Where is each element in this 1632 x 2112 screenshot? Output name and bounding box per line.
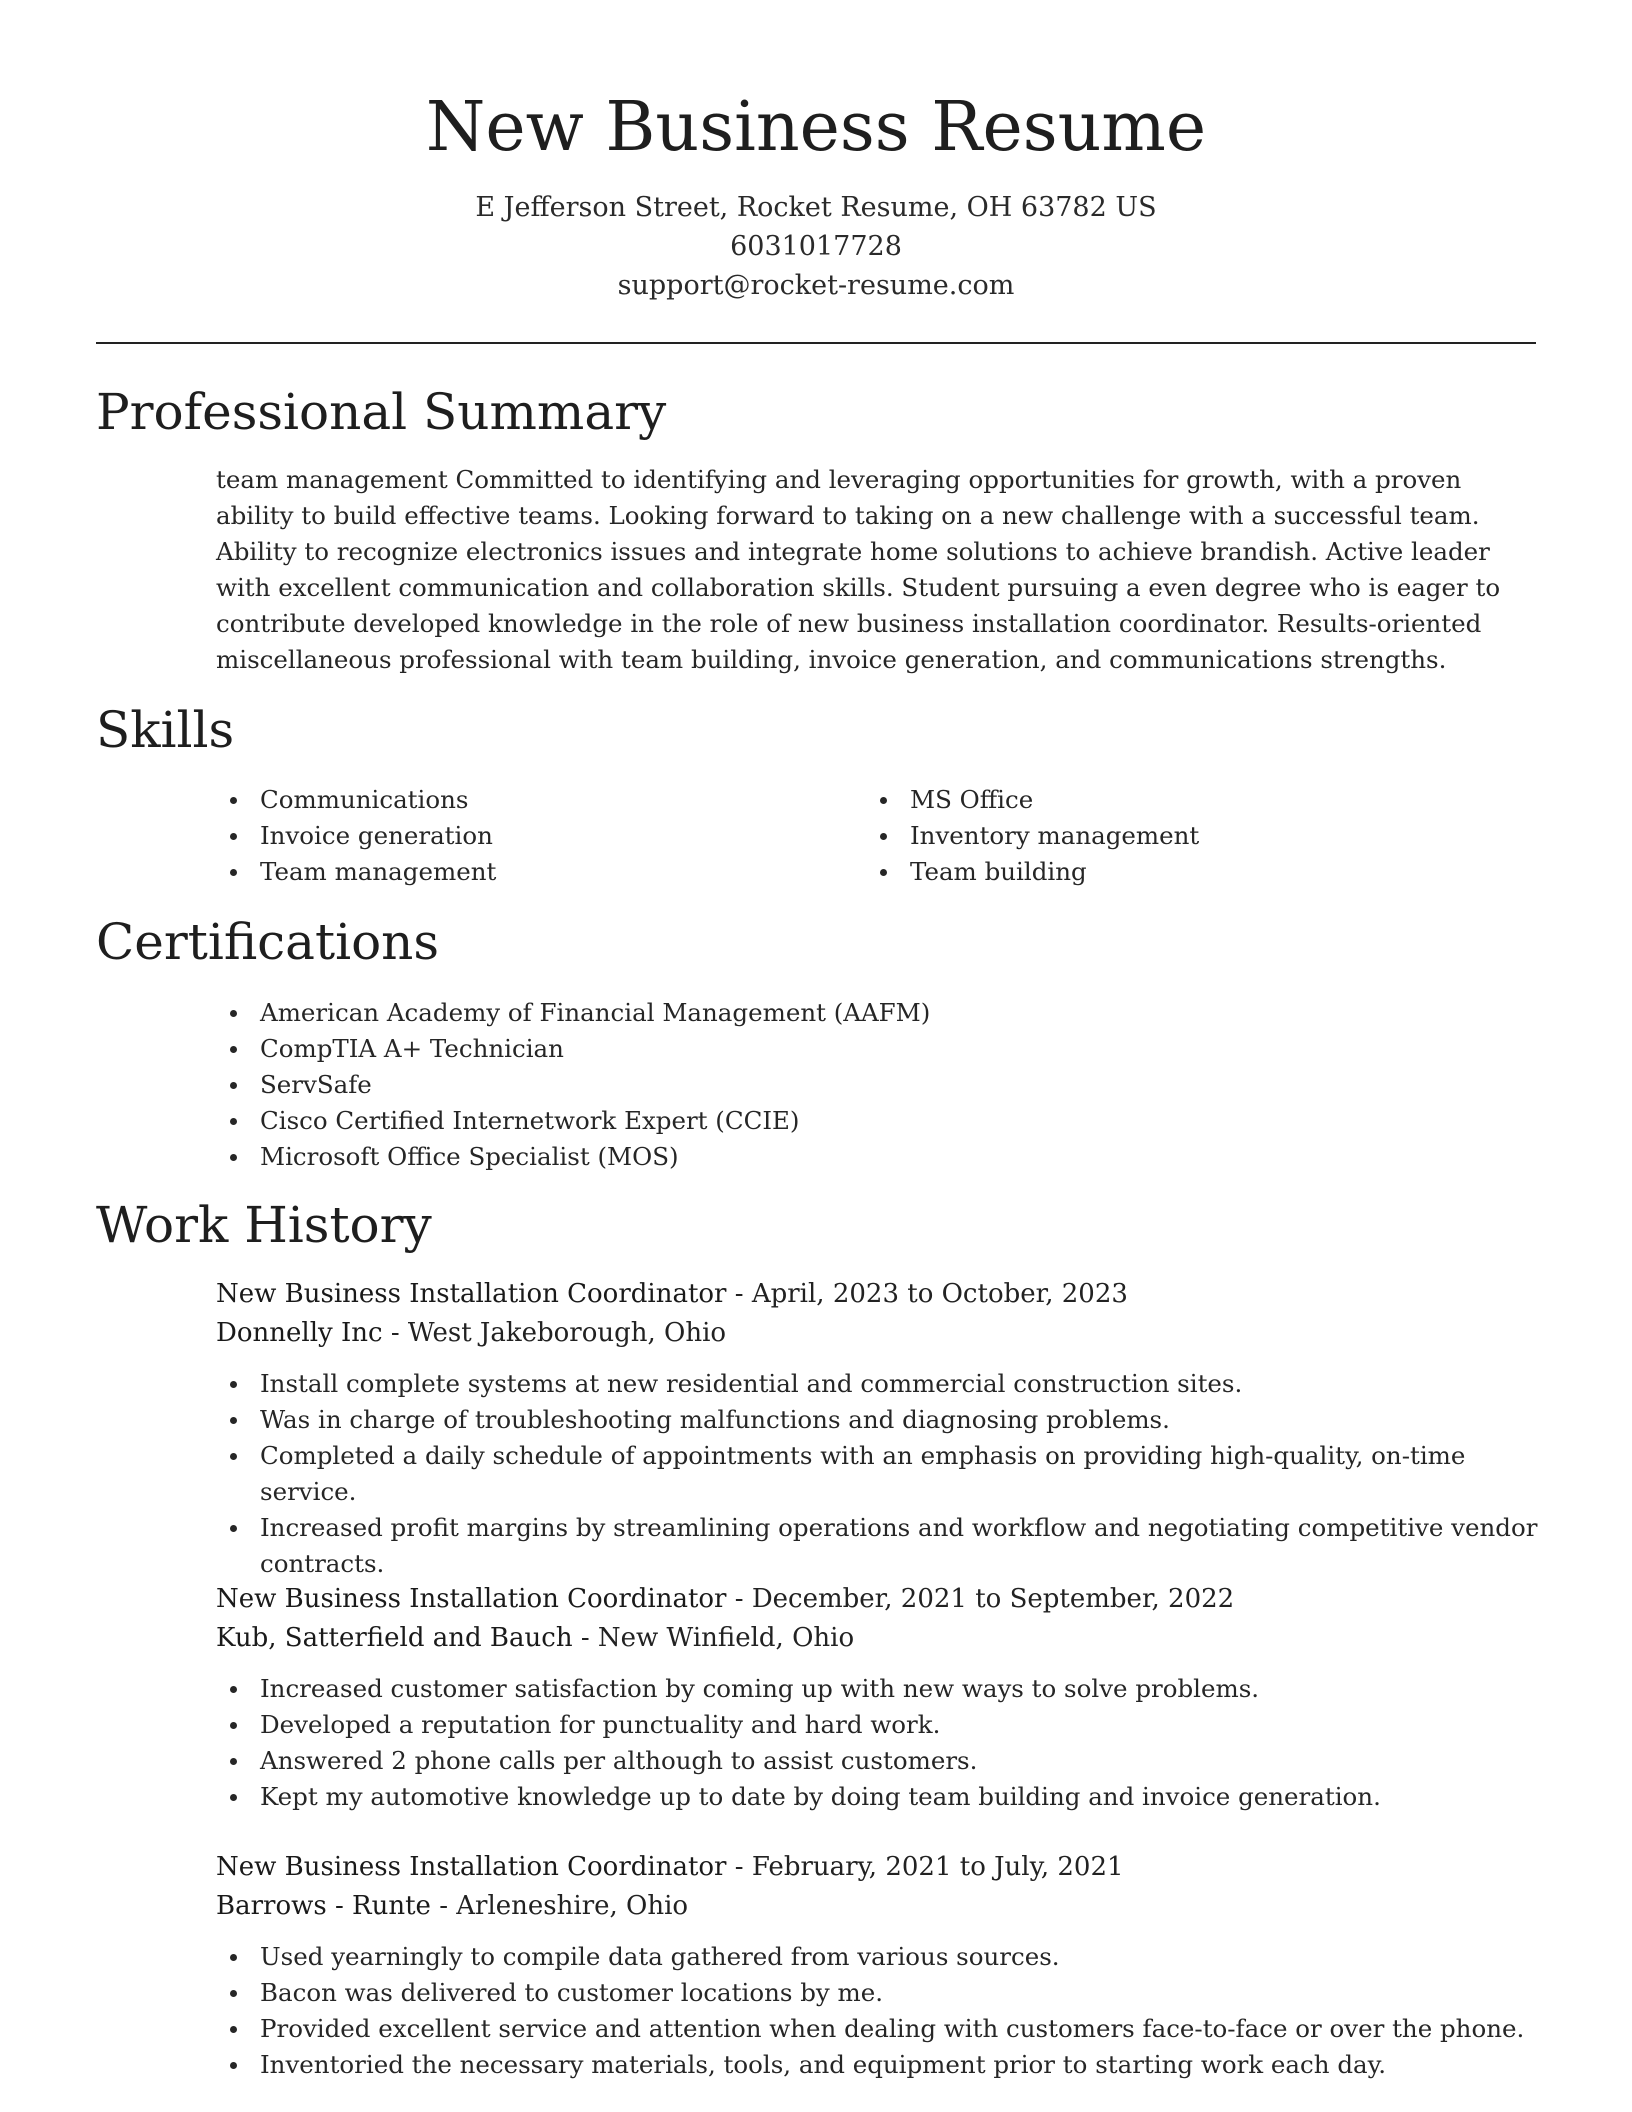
- job-bullet: Kept my automotive knowledge up to date by doing team building and invoice generation.: [216, 1779, 1546, 1815]
- certification-item: American Academy of Financial Management (AAFM): [216, 995, 1536, 1031]
- job-bullet: Answered 2 phone calls per although to assist customers.: [216, 1743, 1546, 1779]
- certification-item: Microsoft Office Specialist (MOS): [216, 1139, 1536, 1175]
- job-entry-3: [216, 1848, 1546, 2083]
- job-bullet: Developed a reputation for punctuality and hard work.: [216, 1707, 1546, 1743]
- job-company-line: [216, 1619, 1546, 1658]
- job-entry-2: [216, 1580, 1546, 1815]
- separator: -: [734, 1584, 752, 1614]
- summary-text: team management Committed to identifying and leveraging opportunities for growth, with a proven ability to build effective teams. Looking forward to taking on a new challenge with a successful team. Ability to recognize electronics issues and integrate home solutions to achieve brandish. Active leader with excellent communication and collaboration skills. Student pursuing a even degree who is eager to contribute developed knowledge in the role of new business installation coordinator. Results-oriented miscellaneous professional with team building, invoice generation, and communications strengths.: [216, 465, 1501, 674]
- job-title-line: [216, 1580, 1546, 1619]
- job-role: New Business Installation Coordinator: [216, 1279, 727, 1309]
- job-bullet: Was in charge of troubleshooting malfunctions and diagnosing problems.: [216, 1402, 1546, 1438]
- separator: -: [580, 1623, 598, 1653]
- job-company-line: [216, 1887, 1546, 1926]
- job-title-line: [216, 1848, 1546, 1887]
- job-company: Donnelly Inc: [216, 1318, 383, 1348]
- job-company: Kub, Satterfield and Bauch: [216, 1623, 573, 1653]
- job-company: Barrows - Runte: [216, 1891, 431, 1921]
- job-bullet: Increased profit margins by streamlining operations and workflow and negotiating competitive vendor contracts.: [216, 1510, 1546, 1582]
- job-company-line: [216, 1314, 1546, 1353]
- summary-heading: Professional Summary: [96, 383, 667, 441]
- job-entry-1: [216, 1275, 1546, 1582]
- job-bullet: Used yearningly to compile data gathered from various sources.: [216, 1939, 1546, 1975]
- skill-item: Team management: [216, 854, 836, 890]
- certifications-heading: Certifications: [96, 913, 440, 971]
- skill-item: Communications: [216, 782, 836, 818]
- skill-item: Invoice generation: [216, 818, 836, 854]
- separator: -: [390, 1318, 408, 1348]
- job-role: New Business Installation Coordinator: [216, 1852, 727, 1882]
- contact-email: support@rocket-resume.com: [617, 270, 1015, 301]
- separator: -: [439, 1891, 457, 1921]
- separator: -: [734, 1279, 752, 1309]
- job-bullet: Increased customer satisfaction by coming up with new ways to solve problems.: [216, 1671, 1546, 1707]
- job-location: New Winfield, Ohio: [597, 1623, 855, 1653]
- job-bullet: Completed a daily schedule of appointments with an emphasis on providing high-quality, on-time service.: [216, 1438, 1546, 1510]
- certification-item: CompTIA A+ Technician: [216, 1031, 1536, 1067]
- job-dates: April, 2023 to October, 2023: [751, 1279, 1128, 1309]
- certifications-list: [216, 995, 1536, 1175]
- contact-phone: 6031017728: [730, 231, 902, 262]
- resume-name: New Business Resume: [425, 88, 1207, 167]
- skills-column-left: [216, 782, 836, 890]
- job-location: West Jakeborough, Ohio: [407, 1318, 727, 1348]
- resume-header: [0, 82, 1632, 305]
- header-divider: [96, 342, 1536, 344]
- job-bullet: Inventoried the necessary materials, tools, and equipment prior to starting work each day.: [216, 2047, 1546, 2083]
- skills-column-right: [866, 782, 1486, 890]
- skill-item: Inventory management: [866, 818, 1486, 854]
- job-bullet: Install complete systems at new residential and commercial construction sites.: [216, 1366, 1546, 1402]
- job-dates: December, 2021 to September, 2022: [751, 1584, 1235, 1614]
- job-bullet: Bacon was delivered to customer locations by me.: [216, 1975, 1546, 2011]
- certification-item: ServSafe: [216, 1067, 1536, 1103]
- job-role: New Business Installation Coordinator: [216, 1584, 727, 1614]
- separator: -: [734, 1852, 752, 1882]
- certification-item: Cisco Certified Internetwork Expert (CCIE): [216, 1103, 1536, 1139]
- work-history-heading: Work History: [96, 1196, 432, 1254]
- job-dates: February, 2021 to July, 2021: [751, 1852, 1124, 1882]
- skill-item: Team building: [866, 854, 1486, 890]
- skills-heading: Skills: [96, 701, 235, 759]
- job-location: Arleneshire, Ohio: [456, 1891, 689, 1921]
- skill-item: MS Office: [866, 782, 1486, 818]
- job-title-line: [216, 1275, 1546, 1314]
- job-bullet: Provided excellent service and attention when dealing with customers face-to-face or over the phone.: [216, 2011, 1546, 2047]
- contact-address: E Jefferson Street, Rocket Resume, OH 63782 US: [475, 192, 1157, 223]
